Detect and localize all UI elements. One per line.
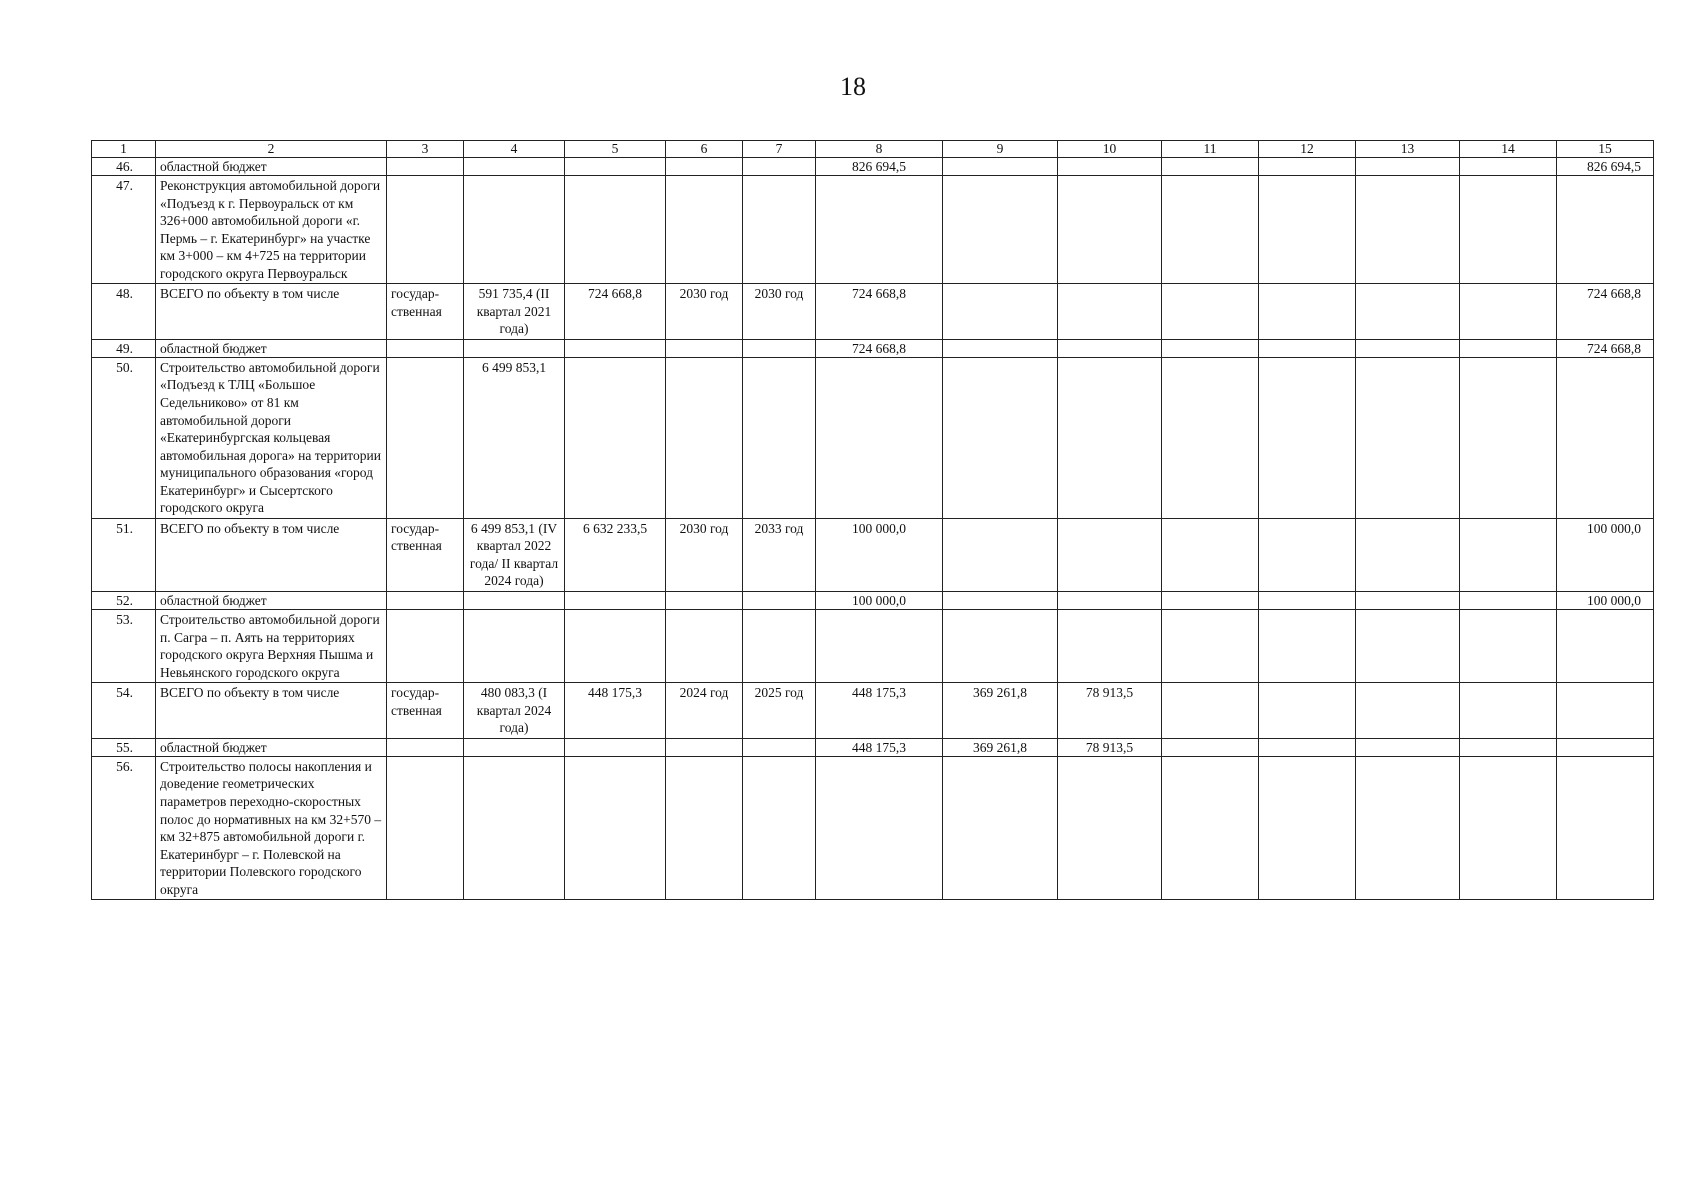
- row-col-14: [1460, 683, 1557, 739]
- row-name: ВСЕГО по объекту в том числе: [156, 683, 387, 739]
- row-start: [666, 339, 743, 357]
- data-table: [91, 140, 1654, 900]
- table-row: [92, 610, 1654, 683]
- column-header-12: 12: [1259, 141, 1356, 158]
- row-end: [743, 357, 816, 518]
- row-col-11: [1162, 284, 1259, 340]
- table-row: [92, 592, 1654, 610]
- row-col-11: [1162, 357, 1259, 518]
- row-col-11: [1162, 738, 1259, 756]
- row-name: Строительство полосы накопления и доведение геометрических параметров переходно-скоростных полос до нормативных на км 32+570 – км 32+875 автомобильной дороги г. Екатеринбург – г. Полевской на территории Полевского городского округа: [156, 756, 387, 899]
- row-name: областной бюджет: [156, 158, 387, 176]
- row-start: [666, 738, 743, 756]
- row-start: 2030 год: [666, 518, 743, 591]
- row-number: 48.: [92, 284, 156, 340]
- row-col-10: 78 913,5: [1058, 683, 1162, 739]
- column-header-3: 3: [387, 141, 464, 158]
- row-col-8: 724 668,8: [816, 284, 943, 340]
- row-col-15: 100 000,0: [1557, 592, 1654, 610]
- row-number: 51.: [92, 518, 156, 591]
- row-col-15: 724 668,8: [1557, 339, 1654, 357]
- row-col-14: [1460, 339, 1557, 357]
- row-col-15: [1557, 176, 1654, 284]
- row-ownership: [387, 357, 464, 518]
- row-end: 2033 год: [743, 518, 816, 591]
- row-number: 52.: [92, 592, 156, 610]
- row-col-12: [1259, 756, 1356, 899]
- row-number: 56.: [92, 756, 156, 899]
- row-col-12: [1259, 357, 1356, 518]
- table-row: [92, 518, 1654, 591]
- row-col-8: [816, 610, 943, 683]
- row-cost: [565, 339, 666, 357]
- row-cost: [565, 158, 666, 176]
- row-col-12: [1259, 339, 1356, 357]
- row-col-12: [1259, 592, 1356, 610]
- row-col-13: [1356, 738, 1460, 756]
- row-col-9: [943, 518, 1058, 591]
- row-number: 46.: [92, 158, 156, 176]
- row-cost-estimate: [464, 339, 565, 357]
- table-row: [92, 158, 1654, 176]
- row-cost: [565, 738, 666, 756]
- column-header-15: 15: [1557, 141, 1654, 158]
- row-col-15: [1557, 610, 1654, 683]
- row-end: 2030 год: [743, 284, 816, 340]
- row-col-10: [1058, 518, 1162, 591]
- row-col-14: [1460, 592, 1557, 610]
- column-header-2: 2: [156, 141, 387, 158]
- row-col-14: [1460, 176, 1557, 284]
- row-ownership: [387, 756, 464, 899]
- row-cost: 6 632 233,5: [565, 518, 666, 591]
- row-col-14: [1460, 158, 1557, 176]
- row-col-13: [1356, 158, 1460, 176]
- table-body: [92, 158, 1654, 900]
- row-col-14: [1460, 357, 1557, 518]
- row-col-9: [943, 610, 1058, 683]
- row-col-15: [1557, 738, 1654, 756]
- row-col-9: [943, 339, 1058, 357]
- header-row: [92, 141, 1654, 158]
- row-cost: 448 175,3: [565, 683, 666, 739]
- row-col-12: [1259, 610, 1356, 683]
- row-ownership: государ-ственная: [387, 284, 464, 340]
- table-row: [92, 738, 1654, 756]
- row-ownership: [387, 592, 464, 610]
- row-name: ВСЕГО по объекту в том числе: [156, 284, 387, 340]
- row-number: 49.: [92, 339, 156, 357]
- row-start: [666, 158, 743, 176]
- row-col-13: [1356, 518, 1460, 591]
- row-col-13: [1356, 357, 1460, 518]
- row-cost: 724 668,8: [565, 284, 666, 340]
- row-col-8: 724 668,8: [816, 339, 943, 357]
- column-header-6: 6: [666, 141, 743, 158]
- column-header-4: 4: [464, 141, 565, 158]
- row-col-12: [1259, 284, 1356, 340]
- row-col-9: [943, 176, 1058, 284]
- row-col-10: [1058, 176, 1162, 284]
- row-name: Реконструкция автомобильной дороги «Подъезд к г. Первоуральск от км 326+000 автомобильной дороги «г. Пермь – г. Екатеринбург» на участке км 3+000 – км 4+725 на территории городского округа Первоуральск: [156, 176, 387, 284]
- row-col-15: 826 694,5: [1557, 158, 1654, 176]
- row-col-9: [943, 357, 1058, 518]
- row-number: 50.: [92, 357, 156, 518]
- row-col-10: [1058, 339, 1162, 357]
- table-row: [92, 284, 1654, 340]
- row-col-10: 78 913,5: [1058, 738, 1162, 756]
- row-col-10: [1058, 357, 1162, 518]
- row-col-10: [1058, 158, 1162, 176]
- row-col-12: [1259, 176, 1356, 284]
- row-start: 2030 год: [666, 284, 743, 340]
- row-col-13: [1356, 756, 1460, 899]
- column-header-13: 13: [1356, 141, 1460, 158]
- page-number: 18: [840, 72, 866, 101]
- row-ownership: государ-ственная: [387, 518, 464, 591]
- column-header-1: 1: [92, 141, 156, 158]
- row-ownership: [387, 339, 464, 357]
- column-header-8: 8: [816, 141, 943, 158]
- row-col-13: [1356, 284, 1460, 340]
- row-cost-estimate: [464, 610, 565, 683]
- row-col-15: [1557, 357, 1654, 518]
- row-col-9: [943, 756, 1058, 899]
- row-end: [743, 756, 816, 899]
- row-col-10: [1058, 756, 1162, 899]
- row-col-14: [1460, 756, 1557, 899]
- row-col-11: [1162, 592, 1259, 610]
- row-col-14: [1460, 284, 1557, 340]
- row-cost-estimate: [464, 158, 565, 176]
- row-end: [743, 592, 816, 610]
- row-col-10: [1058, 592, 1162, 610]
- row-start: [666, 357, 743, 518]
- row-col-15: 100 000,0: [1557, 518, 1654, 591]
- row-cost: [565, 176, 666, 284]
- row-col-12: [1259, 738, 1356, 756]
- row-start: [666, 176, 743, 284]
- row-col-10: [1058, 610, 1162, 683]
- row-ownership: [387, 738, 464, 756]
- row-col-12: [1259, 683, 1356, 739]
- row-start: [666, 756, 743, 899]
- row-col-11: [1162, 158, 1259, 176]
- column-header-5: 5: [565, 141, 666, 158]
- row-col-14: [1460, 518, 1557, 591]
- table-row: [92, 176, 1654, 284]
- row-col-15: [1557, 756, 1654, 899]
- row-cost-estimate: 591 735,4 (II квартал 2021 года): [464, 284, 565, 340]
- row-start: [666, 592, 743, 610]
- row-ownership: государ-ственная: [387, 683, 464, 739]
- row-col-11: [1162, 518, 1259, 591]
- row-number: 55.: [92, 738, 156, 756]
- row-col-13: [1356, 683, 1460, 739]
- row-cost: [565, 756, 666, 899]
- row-col-8: [816, 357, 943, 518]
- column-header-11: 11: [1162, 141, 1259, 158]
- row-col-9: 369 261,8: [943, 683, 1058, 739]
- row-name: ВСЕГО по объекту в том числе: [156, 518, 387, 591]
- row-col-8: 100 000,0: [816, 592, 943, 610]
- row-end: [743, 610, 816, 683]
- row-col-11: [1162, 610, 1259, 683]
- row-col-11: [1162, 339, 1259, 357]
- row-cost-estimate: 6 499 853,1 (IV квартал 2022 года/ II квартал 2024 года): [464, 518, 565, 591]
- row-col-10: [1058, 284, 1162, 340]
- row-number: 47.: [92, 176, 156, 284]
- row-name: Строительство автомобильной дороги п. Сагра – п. Аять на территориях городского округа Верхняя Пышма и Невьянского городского округа: [156, 610, 387, 683]
- row-cost-estimate: 6 499 853,1: [464, 357, 565, 518]
- row-col-9: 369 261,8: [943, 738, 1058, 756]
- row-col-14: [1460, 610, 1557, 683]
- row-cost-estimate: [464, 592, 565, 610]
- row-col-8: 100 000,0: [816, 518, 943, 591]
- column-header-10: 10: [1058, 141, 1162, 158]
- row-name: областной бюджет: [156, 339, 387, 357]
- row-name: Строительство автомобильной дороги «Подъезд к ТЛЦ «Большое Седельниково» от 81 км автомобильной дороги «Екатеринбургская кольцевая автомобильная дорога» на территории муниципального образования «город Екатеринбург» и Сысертского городского округа: [156, 357, 387, 518]
- row-col-8: 448 175,3: [816, 683, 943, 739]
- row-name: областной бюджет: [156, 738, 387, 756]
- row-end: [743, 339, 816, 357]
- row-col-12: [1259, 158, 1356, 176]
- row-start: 2024 год: [666, 683, 743, 739]
- row-end: [743, 176, 816, 284]
- row-col-15: [1557, 683, 1654, 739]
- row-col-9: [943, 158, 1058, 176]
- row-cost: [565, 357, 666, 518]
- row-col-8: 826 694,5: [816, 158, 943, 176]
- table-row: [92, 683, 1654, 739]
- row-col-8: [816, 176, 943, 284]
- row-cost: [565, 610, 666, 683]
- row-number: 53.: [92, 610, 156, 683]
- column-header-7: 7: [743, 141, 816, 158]
- row-cost-estimate: [464, 176, 565, 284]
- row-ownership: [387, 610, 464, 683]
- row-end: [743, 738, 816, 756]
- column-header-9: 9: [943, 141, 1058, 158]
- row-col-12: [1259, 518, 1356, 591]
- row-end: 2025 год: [743, 683, 816, 739]
- table-row: [92, 756, 1654, 899]
- row-ownership: [387, 158, 464, 176]
- row-col-11: [1162, 756, 1259, 899]
- row-col-9: [943, 592, 1058, 610]
- row-cost-estimate: [464, 738, 565, 756]
- table-row: [92, 357, 1654, 518]
- row-ownership: [387, 176, 464, 284]
- row-col-13: [1356, 176, 1460, 284]
- row-col-15: 724 668,8: [1557, 284, 1654, 340]
- row-col-14: [1460, 738, 1557, 756]
- row-col-9: [943, 284, 1058, 340]
- column-header-14: 14: [1460, 141, 1557, 158]
- row-col-13: [1356, 610, 1460, 683]
- row-col-8: [816, 756, 943, 899]
- table-row: [92, 339, 1654, 357]
- row-end: [743, 158, 816, 176]
- row-number: 54.: [92, 683, 156, 739]
- row-start: [666, 610, 743, 683]
- row-name: областной бюджет: [156, 592, 387, 610]
- row-cost-estimate: 480 083,3 (I квартал 2024 года): [464, 683, 565, 739]
- row-cost: [565, 592, 666, 610]
- row-col-11: [1162, 683, 1259, 739]
- row-col-11: [1162, 176, 1259, 284]
- row-col-13: [1356, 339, 1460, 357]
- row-cost-estimate: [464, 756, 565, 899]
- row-col-8: 448 175,3: [816, 738, 943, 756]
- row-col-13: [1356, 592, 1460, 610]
